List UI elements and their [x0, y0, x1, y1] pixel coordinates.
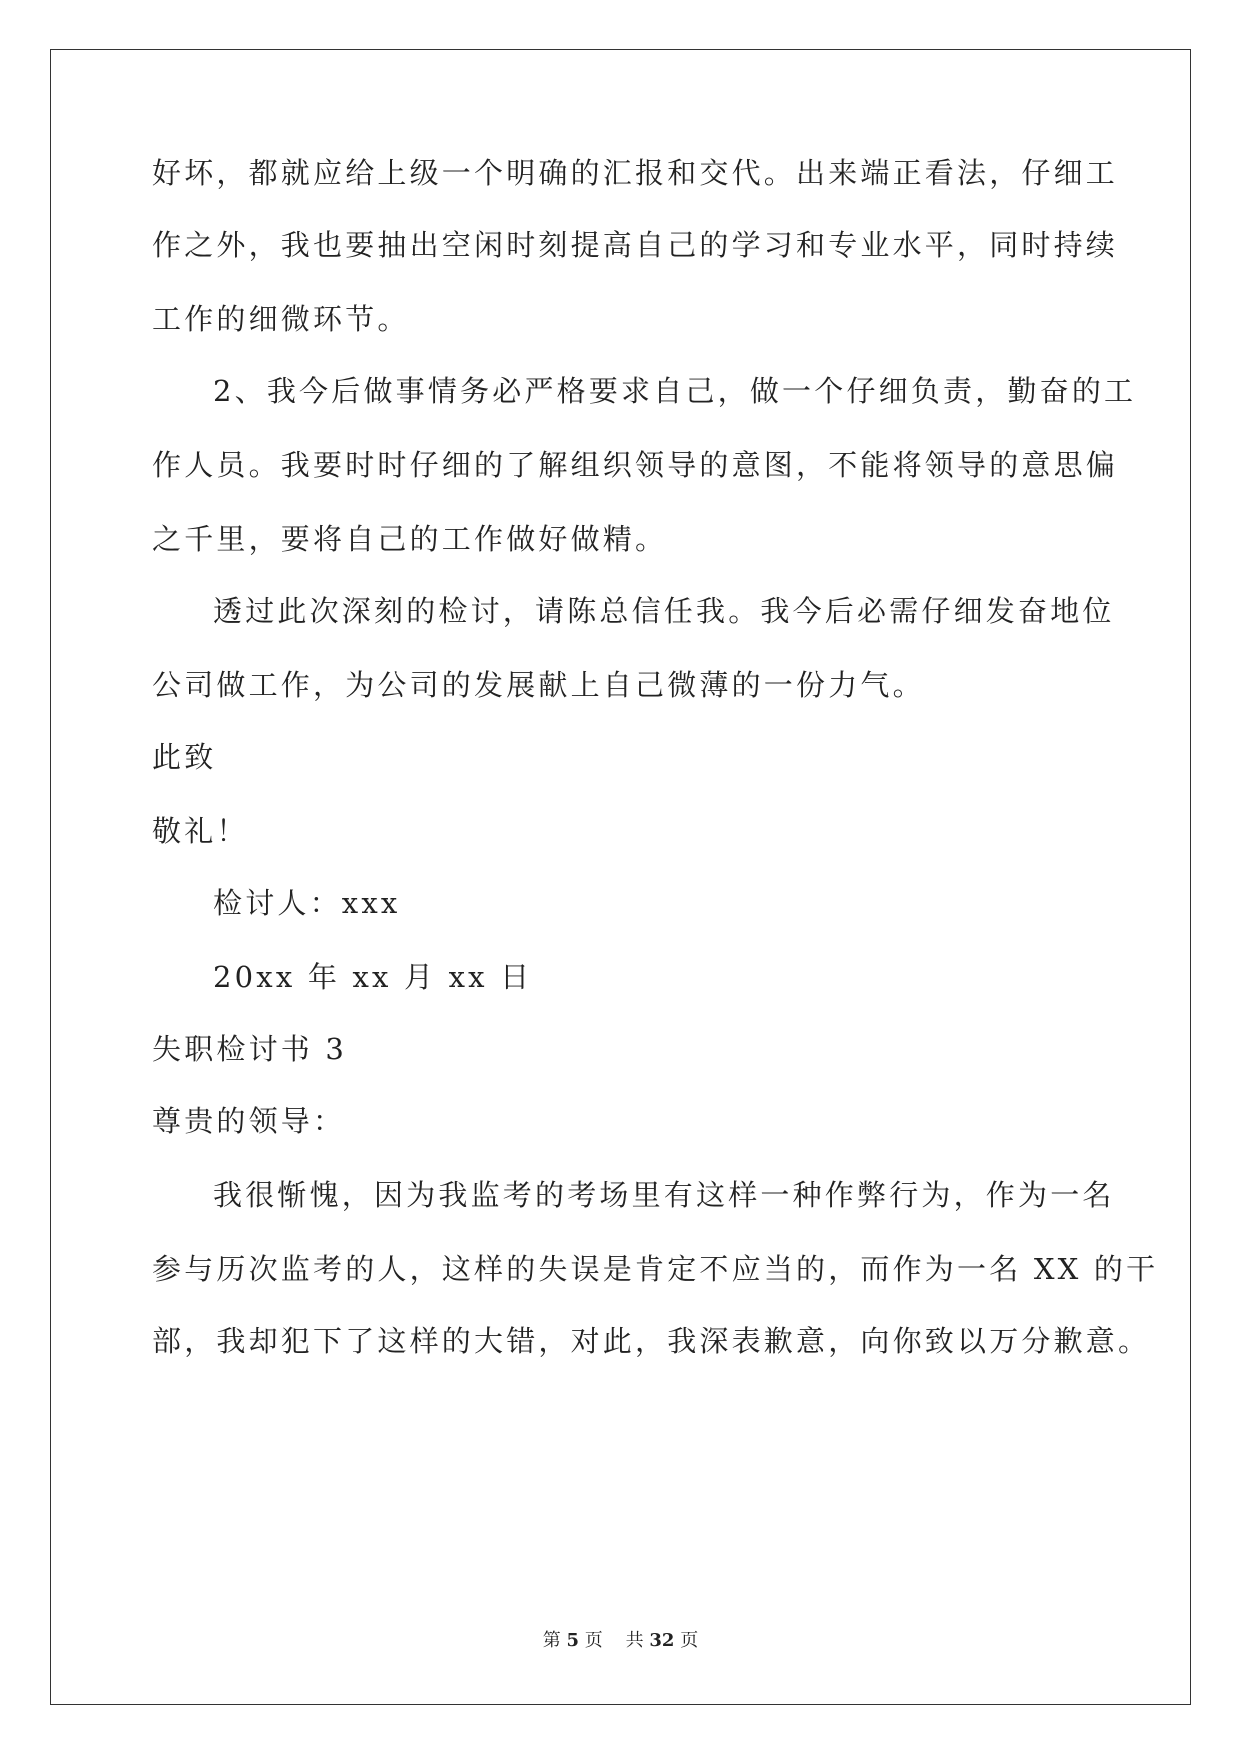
body-line-9: 我很惭愧，因为我监考的考场里有这样一种作弊行为，作为一名 — [213, 1178, 1115, 1212]
greeting-line: 尊贵的领导： — [152, 1104, 346, 1138]
closing-line: 敬礼！ — [152, 814, 249, 848]
section-title: 失职检讨书 3 — [152, 1032, 348, 1066]
date-line: 20xx 年 xx 月 xx 日 — [213, 960, 533, 994]
body-line-8: 公司做工作，为公司的发展献上自己微薄的一份力气。 — [152, 668, 925, 702]
footer-total-suffix: 页 — [680, 1630, 699, 1651]
body-line-11: 部，我却犯下了这样的大错，对此，我深表歉意，向你致以万分歉意。 — [152, 1324, 1151, 1358]
footer-page-suffix: 页 — [584, 1630, 603, 1651]
footer-total-number: 32 — [649, 1630, 675, 1651]
body-line-3: 工作的细微环节。 — [152, 302, 410, 336]
signature-line: 检讨人：xxx — [213, 886, 401, 920]
body-line-4: 2、我今后做事情务必严格要求自己，做一个仔细负责，勤奋的工 — [213, 374, 1137, 408]
body-line-1: 好坏，都就应给上级一个明确的汇报和交代。出来端正看法，仔细工 — [152, 156, 1119, 190]
salutation-line: 此致 — [152, 740, 217, 774]
footer-page-number: 5 — [566, 1630, 580, 1651]
page-footer — [0, 1626, 1241, 1652]
body-line-5: 作人员。我要时时仔细的了解组织领导的意图，不能将领导的意思偏 — [152, 448, 1119, 482]
body-line-7: 透过此次深刻的检讨，请陈总信任我。我今后必需仔细发奋地位 — [213, 594, 1115, 628]
footer-total-prefix: 共 — [625, 1630, 644, 1651]
body-line-10: 参与历次监考的人，这样的失误是肯定不应当的，而作为一名 XX 的干 — [152, 1252, 1159, 1286]
page-border — [50, 49, 1191, 1705]
footer-page-prefix: 第 — [542, 1630, 561, 1651]
body-line-2: 作之外，我也要抽出空闲时刻提高自己的学习和专业水平，同时持续 — [152, 228, 1119, 262]
body-line-6: 之千里，要将自己的工作做好做精。 — [152, 522, 668, 556]
